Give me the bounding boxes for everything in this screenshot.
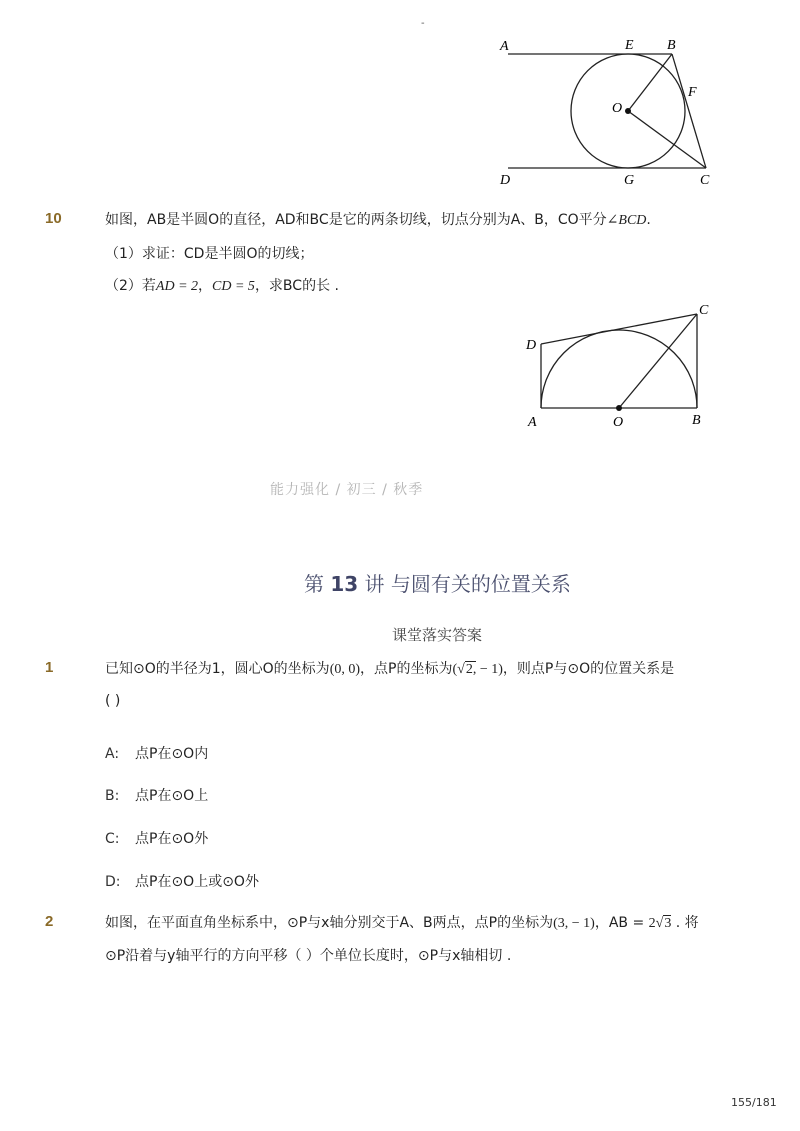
question-10-stem: 如图，AB是半圆O的直径，AD和BC是它的两条切线，切点分别为A、B，CO平分∠BCD. <box>105 212 651 228</box>
question-10-part2: （2）若AD = 2，CD = 5，求BC的长 . <box>105 278 339 294</box>
fig1-label-c: C <box>700 173 710 188</box>
fig2-label-b: B <box>692 413 701 428</box>
fig1-label-f: F <box>688 85 697 100</box>
fig2-label-o: O <box>613 415 624 430</box>
fig1-label-b: B <box>667 38 676 53</box>
question-1-stem: 已知⊙O的半径为1，圆心O的坐标为(0, 0)，点P的坐标为(√2, − 1)，则点P与⊙O的位置关系是 <box>105 659 745 680</box>
question-number-1: 1 <box>45 659 54 676</box>
option-d[interactable]: D: 点P在⊙O上或⊙O外 <box>105 874 259 890</box>
lesson-title: 第 13 讲 与圆有关的位置关系 <box>304 572 571 596</box>
figure-semicircle <box>515 298 725 433</box>
fig1-label-e: E <box>625 38 634 53</box>
question-10-part1: （1）求证：CD是半圆O的切线； <box>105 246 314 262</box>
question-1-answer-blank: ( ) <box>105 693 121 709</box>
sqrt-symbol: √3 <box>655 916 672 931</box>
question-2-line2: ⊙P沿着与y轴平行的方向平移（ ）个单位长度时，⊙P与x轴相切 . <box>105 948 512 964</box>
sqrt-symbol: √2, <box>457 662 477 677</box>
page-footer-breadcrumb: 能力强化 / 初三 / 秋季 <box>270 482 424 498</box>
top-mark: - <box>421 18 425 29</box>
fig2-label-d: D <box>526 338 537 353</box>
page-number: 155/181 <box>731 1096 777 1109</box>
option-c[interactable]: C: 点P在⊙O外 <box>105 831 209 847</box>
question-2-line1: 如图，在平面直角坐标系中，⊙P与x轴分别交于A、B两点，点P的坐标为(3, − 1)，AB = 2√3 . 将 <box>105 913 745 934</box>
fig2-label-a: A <box>528 415 537 430</box>
section-title: 课堂落实答案 <box>392 626 483 644</box>
fig1-label-o: O <box>612 101 623 116</box>
fig1-label-d: D <box>500 173 511 188</box>
fig1-label-g: G <box>624 173 635 188</box>
question-number-2: 2 <box>45 913 54 930</box>
fig1-label-a: A <box>500 39 509 54</box>
figure-circle-tangents <box>490 30 730 195</box>
fig2-label-c: C <box>699 303 709 318</box>
option-b[interactable]: B: 点P在⊙O上 <box>105 788 209 804</box>
question-number-10: 10 <box>45 210 62 227</box>
option-a[interactable]: A: 点P在⊙O内 <box>105 746 209 762</box>
